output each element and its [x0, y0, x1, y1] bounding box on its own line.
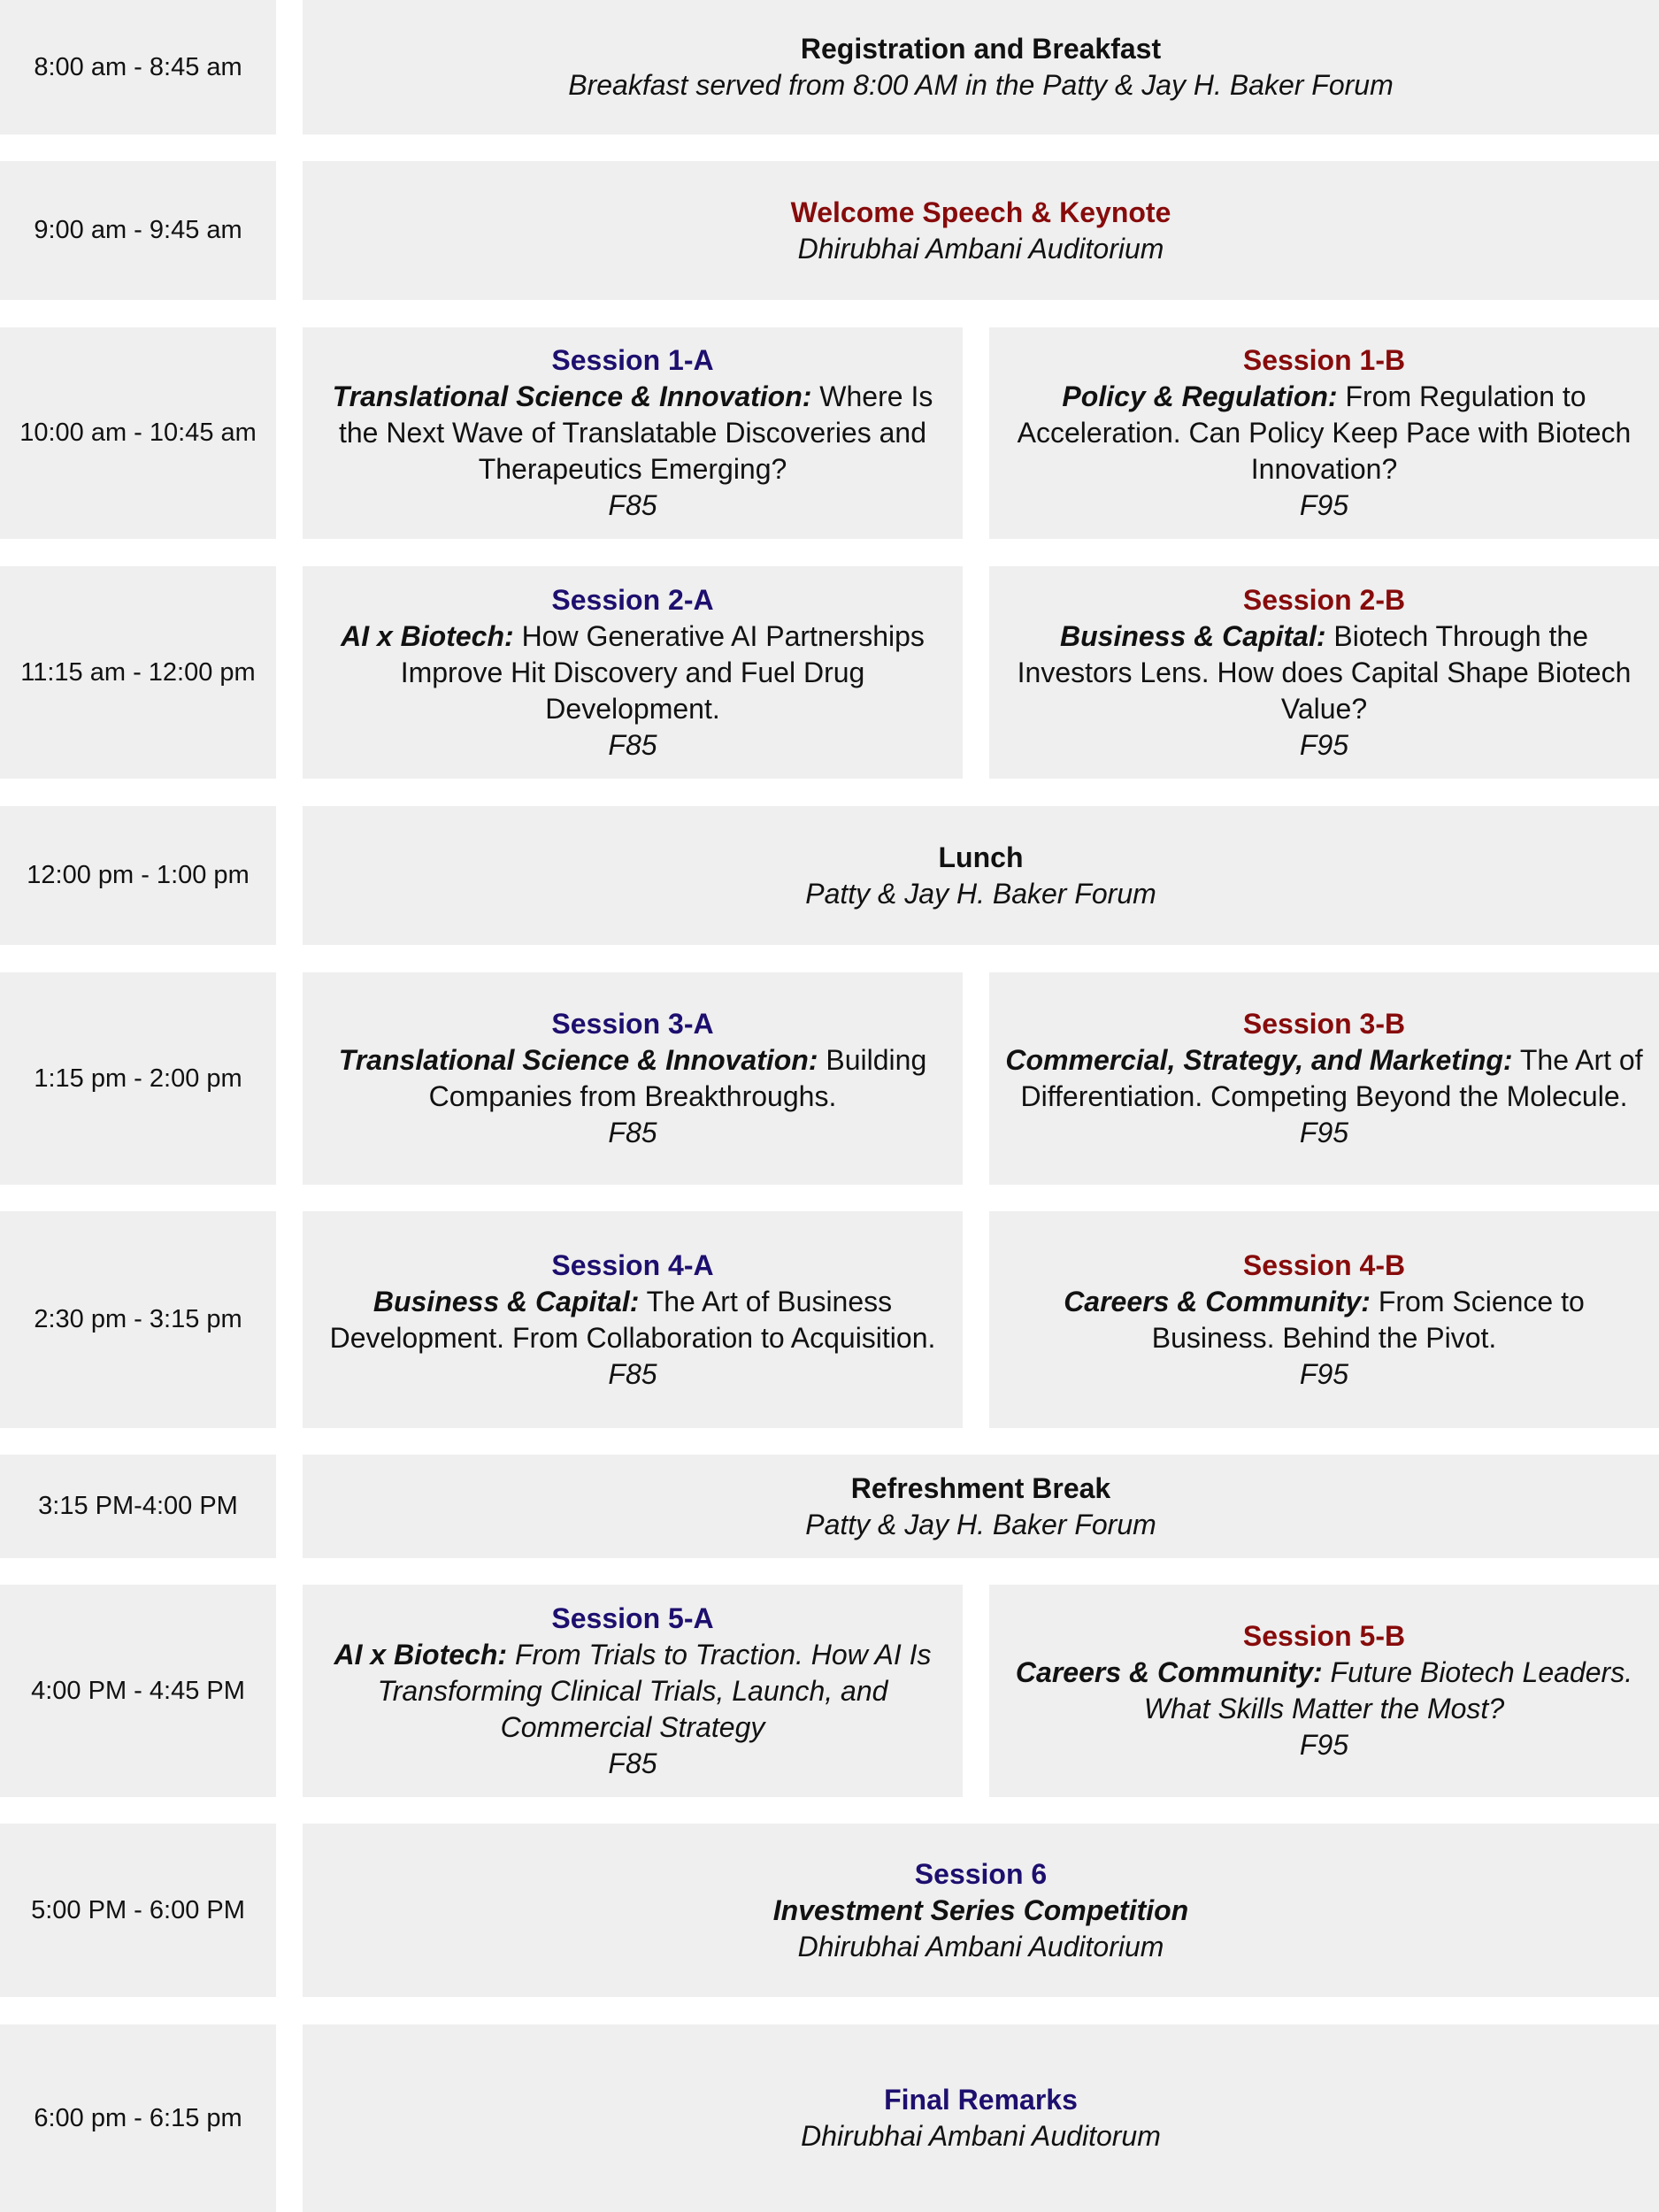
session-topic: Business & Capital:	[373, 1285, 640, 1317]
agenda-row	[0, 566, 1659, 779]
session-label: Session 5-B	[1242, 1620, 1406, 1652]
event-cell	[303, 1824, 1659, 1997]
event-location: Dhirubhai Ambani Auditorium	[797, 1930, 1164, 1962]
session-label: Session 3-B	[1242, 1008, 1406, 1040]
time-slot: 10:00 am - 10:45 am	[0, 327, 276, 539]
event-cell	[303, 2024, 1659, 2212]
session-cell-b	[989, 566, 1659, 779]
session-label: Session 6	[914, 1857, 1048, 1890]
session-description	[1002, 1042, 1647, 1115]
session-label: Session 4-B	[1242, 1248, 1406, 1281]
session-cell-b	[989, 327, 1659, 539]
session-label: Session 1-B	[1242, 344, 1406, 376]
agenda-row	[0, 0, 1659, 134]
session-description	[1002, 1284, 1647, 1356]
event-location: Breakfast served from 8:00 AM in the Patty & Jay H. Baker Forum	[568, 69, 1394, 101]
session-cell-b	[989, 972, 1659, 1185]
session-title: How Generative AI Partnerships Improve Hit Discovery and Fuel Drug Development.	[400, 619, 925, 725]
session-topic: Careers & Community:	[1015, 1656, 1323, 1688]
session-cell-a	[303, 566, 963, 779]
agenda-row	[0, 1455, 1659, 1558]
session-label: Session 1-A	[551, 344, 714, 376]
session-description	[315, 1637, 950, 1746]
time-slot: 4:00 PM - 4:45 PM	[0, 1585, 276, 1797]
agenda-row	[0, 1585, 1659, 1797]
session-label: Session 4-A	[551, 1248, 714, 1281]
session-description	[1002, 379, 1647, 488]
agenda-row	[0, 161, 1659, 300]
session-title: From Regulation to Acceleration. Can Policy Keep Pace with Biotech Innovation?	[1017, 380, 1632, 485]
time-slot: 11:15 am - 12:00 pm	[0, 566, 276, 779]
event-title: Refreshment Break	[850, 1471, 1111, 1504]
session-title: The Art of Differentiation. Competing Beyond the Molecule.	[1020, 1044, 1643, 1112]
session-title: Future Biotech Leaders. What Skills Matter the Most?	[1143, 1656, 1633, 1724]
agenda-row	[0, 972, 1659, 1185]
session-cell-a	[303, 327, 963, 539]
time-slot: 6:00 pm - 6:15 pm	[0, 2024, 276, 2212]
session-description	[1002, 618, 1647, 727]
session-description	[315, 379, 950, 488]
session-room: F85	[608, 1117, 657, 1148]
time-slot: 2:30 pm - 3:15 pm	[0, 1211, 276, 1428]
session-room: F85	[608, 1747, 657, 1779]
time-slot: 8:00 am - 8:45 am	[0, 0, 276, 134]
event-cell	[303, 1455, 1659, 1558]
event-location: Patty & Jay H. Baker Forum	[805, 1508, 1156, 1540]
event-title: Final Remarks	[884, 2084, 1078, 2116]
session-topic: Policy & Regulation:	[1062, 380, 1338, 412]
session-room: F85	[608, 1357, 657, 1390]
session-cell-b	[989, 1211, 1659, 1428]
time-slot: 9:00 am - 9:45 am	[0, 161, 276, 300]
session-room: F95	[1299, 1729, 1349, 1761]
session-room: F85	[608, 489, 657, 521]
session-topic: Commercial, Strategy, and Marketing:	[1005, 1044, 1513, 1076]
session-cell-b	[989, 1585, 1659, 1797]
session-cell-a	[303, 1211, 963, 1428]
event-location: Patty & Jay H. Baker Forum	[805, 877, 1156, 910]
event-cell	[303, 161, 1659, 300]
agenda-row	[0, 1211, 1659, 1428]
session-description	[315, 1284, 950, 1356]
session-title: Biotech Through the Investors Lens. How does Capital Shape Biotech Value?	[1017, 619, 1632, 725]
event-location: Dhirubhai Ambani Auditorium	[797, 232, 1164, 265]
session-room: F95	[1299, 1117, 1349, 1148]
agenda-row	[0, 806, 1659, 945]
session-description	[315, 1042, 950, 1115]
event-title: Registration and Breakfast	[800, 33, 1162, 65]
agenda-row	[0, 327, 1659, 539]
session-title: From Trials to Traction. How AI Is Transforming Clinical Trials, Launch, and Commercial Strategy	[377, 1638, 932, 1743]
agenda-row	[0, 1824, 1659, 1997]
session-cell-a	[303, 1585, 963, 1797]
session-topic: AI x Biotech:	[334, 1638, 508, 1671]
agenda-row	[0, 2024, 1659, 2212]
session-room: F95	[1299, 1357, 1349, 1390]
session-topic: Business & Capital:	[1059, 619, 1326, 652]
event-cell	[303, 806, 1659, 945]
session-title: Where Is the Next Wave of Translatable Discoveries and Therapeutics Emerging?	[338, 380, 933, 485]
session-label: Session 3-A	[551, 1008, 714, 1040]
session-topic: Investment Series Competition	[772, 1893, 1189, 1926]
time-slot: 1:15 pm - 2:00 pm	[0, 972, 276, 1185]
session-label: Session 2-B	[1242, 583, 1406, 616]
session-room: F85	[608, 728, 657, 761]
time-slot: 3:15 PM-4:00 PM	[0, 1455, 276, 1558]
event-location: Dhirubhai Ambani Auditorum	[801, 2120, 1161, 2152]
session-topic: Careers & Community:	[1064, 1285, 1371, 1317]
event-title: Lunch	[938, 841, 1024, 873]
time-slot: 5:00 PM - 6:00 PM	[0, 1824, 276, 1997]
session-description	[315, 618, 950, 727]
session-topic: Translational Science & Innovation:	[338, 1044, 818, 1076]
session-topic: AI x Biotech:	[341, 619, 514, 652]
session-title: From Science to Business. Behind the Pivot.	[1151, 1285, 1585, 1354]
session-room: F95	[1299, 489, 1349, 521]
time-slot: 12:00 pm - 1:00 pm	[0, 806, 276, 945]
session-description	[1002, 1655, 1647, 1727]
session-room: F95	[1299, 728, 1349, 761]
session-label: Session 2-A	[551, 583, 714, 616]
session-title: The Art of Business Development. From Collaboration to Acquisition.	[329, 1285, 936, 1354]
session-label: Session 5-A	[551, 1601, 714, 1634]
session-title: Building Companies from Breakthroughs.	[428, 1044, 927, 1112]
event-cell	[303, 0, 1659, 134]
event-title: Welcome Speech & Keynote	[790, 196, 1171, 228]
session-cell-a	[303, 972, 963, 1185]
session-topic: Translational Science & Innovation:	[332, 380, 812, 412]
